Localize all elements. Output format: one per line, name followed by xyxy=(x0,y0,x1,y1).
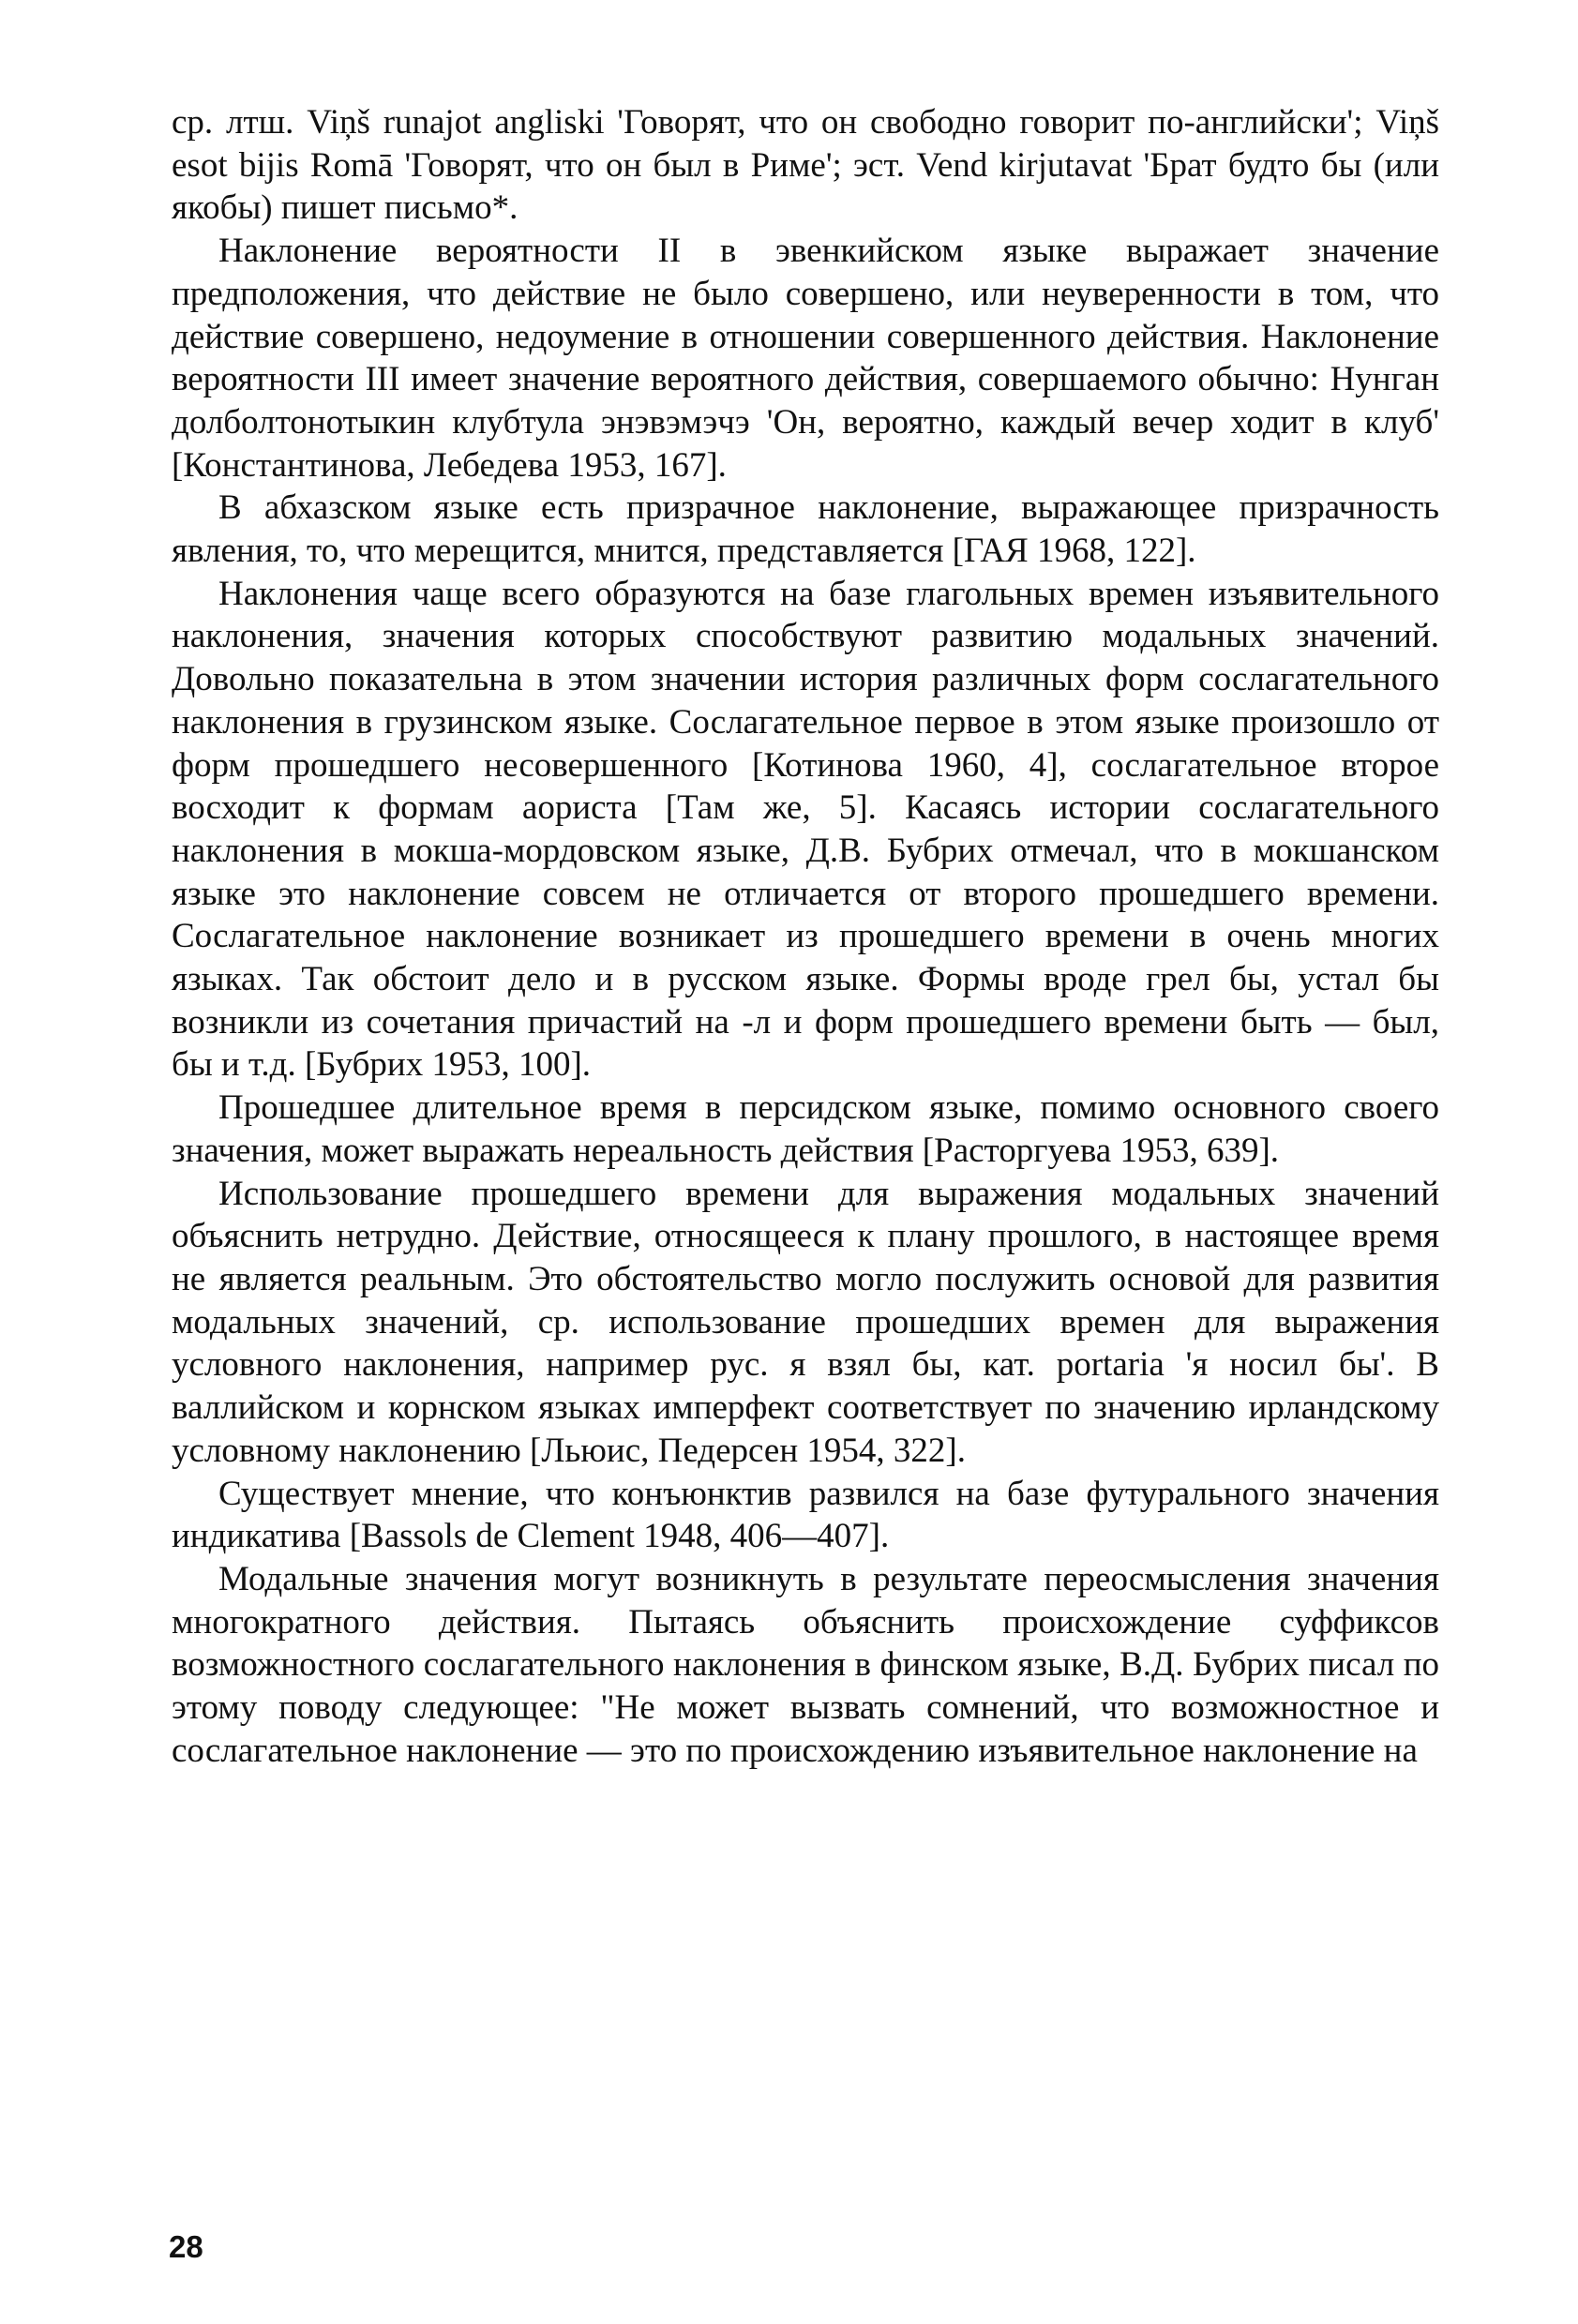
paragraph-3: В абхазском языке есть призрачное наклонение, выражающее призрачность явления, то, что мерещится, мнится, представляется [ГАЯ 1968, 122]. xyxy=(172,488,1439,571)
paragraph-8: Модальные значения могут возникнуть в результате переосмысления значения многократного действия. Пытаясь объяснить происхождение суффиксов возможностного сослагательного наклонения в финском языке, В.Д. Бубрих писал по этому поводу следующее: "Не может вызвать сомнений, что возможностное и сослагательное наклонение — это по происхождению изъявительное наклонение на xyxy=(172,1559,1439,1770)
page-number: 28 xyxy=(169,2229,203,2264)
paragraph-2: Наклонение вероятности II в эвенкийском языке выражает значение предположения, что действие не было совершено, или неуверенности в том, что действие совершено, недоумение в отношении совершенного действия. Наклонение вероятности III имеет значение вероятного действия, совершаемого обычно: Нунган долболтонотыкин клубтула энэвэмэчэ 'Он, вероятно, каждый вечер ходит в клуб' [Константинова, Лебедева 1953, 167]. xyxy=(172,232,1439,485)
paragraph-6: Использование прошедшего времени для выражения модальных значений объяснить нетрудно. Действие, относящееся к плану прошлого, в настоящее время не является реальным. Это обстоятельство могло послужить основой для развития модальных значений, ср. использование прошедших времен для выражения условного наклонения, например рус. я взял бы, кат. portaria 'я носил бы'. В валлийском и корнском языках имперфект соответствует по значению ирландскому условному наклонению [Льюис, Педерсен 1954, 322]. xyxy=(172,1174,1439,1470)
paragraph-4: Наклонения чаще всего образуются на базе глагольных времен изъявительного наклонения, значения которых способствуют развитию модальных значений. Довольно показательна в этом значении история различных форм сослагательного наклонения в грузинском языке. Сослагательное первое в этом языке произошло от форм прошедшего несовершенного [Котинова 1960, 4], сослагательное второе восходит к формам аориста [Там же, 5]. Касаясь истории сослагательного наклонения в мокша-мордовском языке, Д.В. Бубрих отмечал, что в мокшанском языке это наклонение совсем не отличается от второго прошедшего времени. Сослагательное наклонение возникает из прошедшего времени в очень многих языках. Так обстоит дело и в русском языке. Формы вроде грел бы, устал бы возникли из сочетания причастий на -л и форм прошедшего времени быть — был, бы и т.д. [Бубрих 1953, 100]. xyxy=(172,574,1439,1085)
paragraph-1: ср. лтш. Viņš runajot angliski 'Говорят, что он свободно говорит по-английски'; Viņš esot bijis Romā 'Говорят, что он был в Риме'; эст. Vend kirjutavat 'Брат будто бы (или якобы) пишет письмо*. xyxy=(172,103,1439,228)
paragraph-5: Прошедшее длительное время в персидском языке, помимо основного своего значения, может выражать нереальность действия [Расторгуева 1953, 639]. xyxy=(172,1088,1439,1170)
body-text xyxy=(172,101,1439,1772)
paragraph-7: Существует мнение, что конъюнктив развился на базе футурального значения индикатива [Bassols de Clement 1948, 406—407]. xyxy=(172,1474,1439,1556)
